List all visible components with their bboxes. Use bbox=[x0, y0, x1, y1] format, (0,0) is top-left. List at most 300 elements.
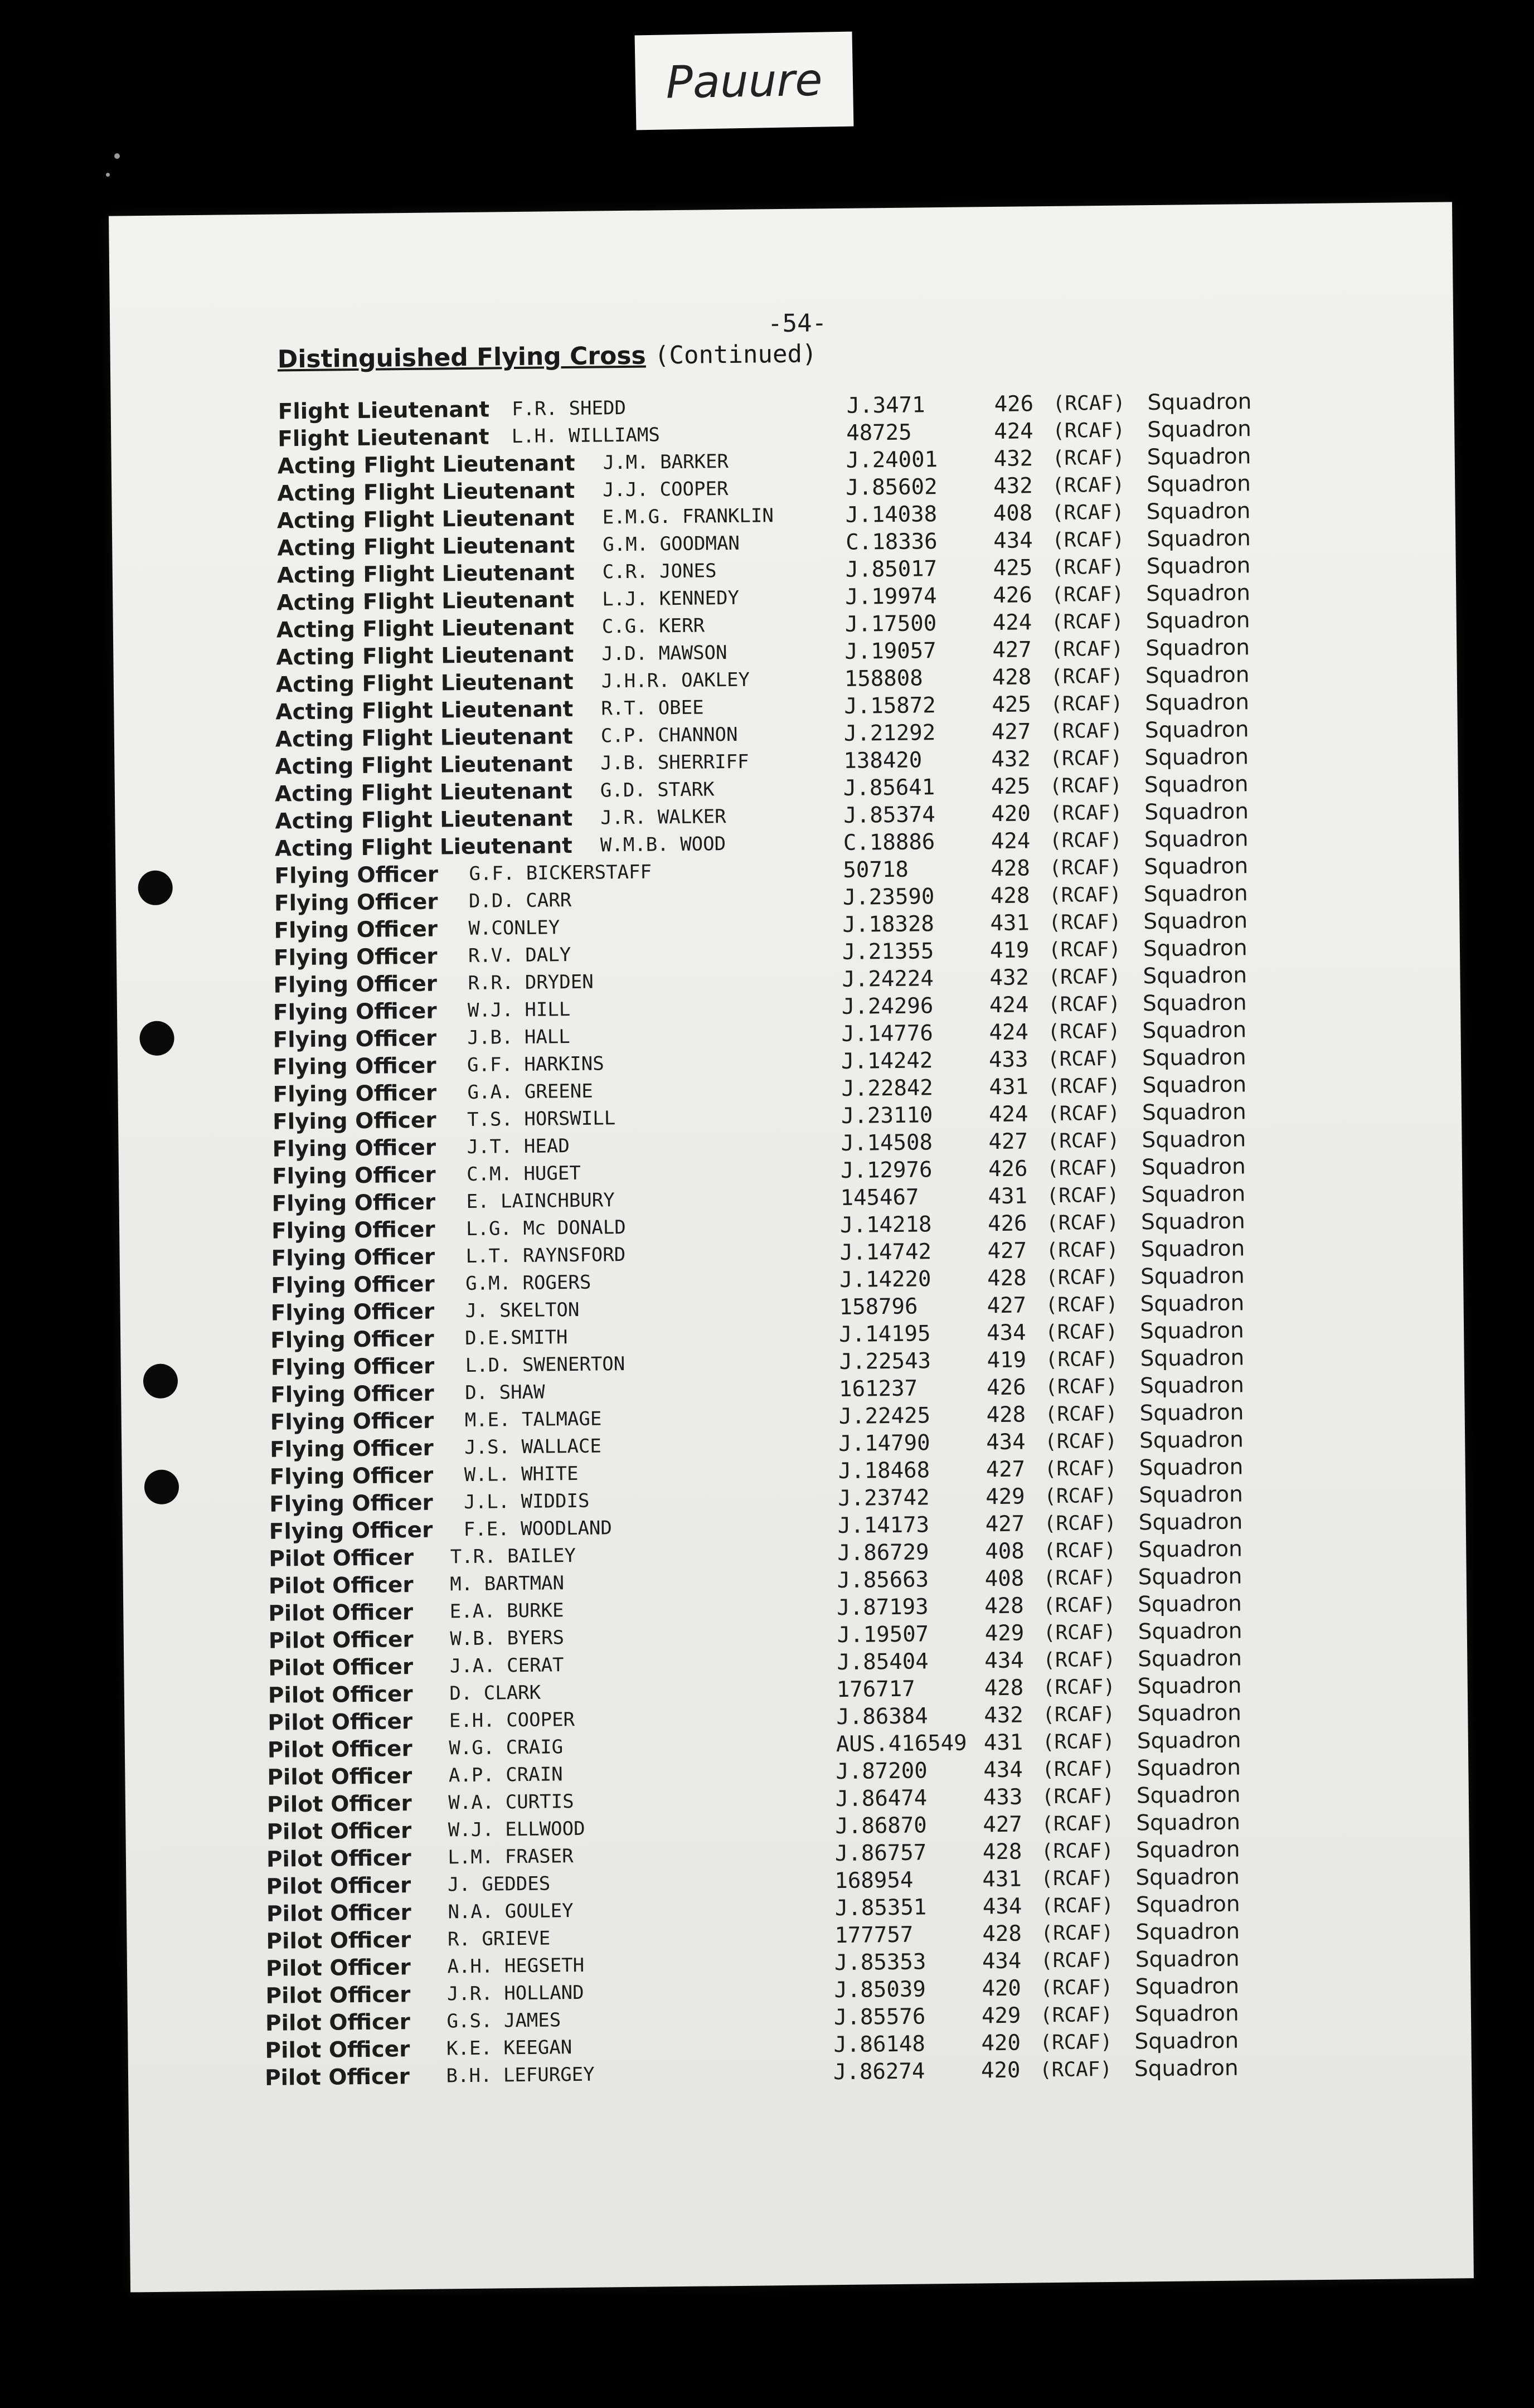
entry-unit: Squadron bbox=[1144, 771, 1249, 798]
entry-force: (RCAF) bbox=[1045, 1265, 1119, 1290]
entry-service-number: J.86148 bbox=[833, 2031, 926, 2058]
entry-name: E.H. COOPER bbox=[449, 1708, 575, 1732]
entry-squadron-number: 426 bbox=[986, 1375, 1026, 1401]
entry-rank: Pilot Officer bbox=[266, 1900, 412, 1927]
entry-unit: Squadron bbox=[1144, 799, 1249, 826]
entry-squadron-number: 428 bbox=[982, 1921, 1022, 1947]
entry-name: C.R. JONES bbox=[602, 560, 717, 584]
entry-rank: Flying Officer bbox=[270, 1299, 435, 1326]
entry-rank: Flying Officer bbox=[270, 1408, 434, 1435]
entry-force: (RCAF) bbox=[1047, 992, 1121, 1017]
entry-unit: Squadron bbox=[1144, 853, 1249, 880]
entry-rank: Pilot Officer bbox=[265, 2037, 410, 2064]
entry-squadron-number: 434 bbox=[982, 1948, 1022, 1974]
entry-service-number: 48725 bbox=[846, 420, 912, 446]
entry-service-number: J.24296 bbox=[841, 993, 934, 1019]
entry-squadron-number: 429 bbox=[981, 2003, 1021, 2029]
entry-name: B.H. LEFURGEY bbox=[446, 2063, 595, 2087]
entry-squadron-number: 424 bbox=[989, 1019, 1029, 1046]
entry-rank: Pilot Officer bbox=[268, 1709, 413, 1736]
entry-name: A.H. HEGSETH bbox=[447, 1954, 585, 1978]
entry-force: (RCAF) bbox=[1052, 446, 1125, 470]
entry-rank: Acting Flight Lieutenant bbox=[274, 778, 573, 807]
entry-name: R.V. DALY bbox=[468, 944, 571, 967]
entry-name: W.L. WHITE bbox=[464, 1462, 579, 1487]
entry-service-number: J.23590 bbox=[842, 884, 935, 910]
entry-rank: Pilot Officer bbox=[264, 2064, 410, 2091]
entry-force: (RCAF) bbox=[1043, 1511, 1116, 1536]
entry-force: (RCAF) bbox=[1043, 1593, 1116, 1618]
entry-name: J.H.R. OAKLEY bbox=[601, 668, 750, 693]
entry-name: M. BARTMAN bbox=[450, 1572, 565, 1596]
entry-rank: Acting Flight Lieutenant bbox=[276, 505, 575, 534]
entry-unit: Squadron bbox=[1136, 1782, 1241, 1809]
entry-force: (RCAF) bbox=[1044, 1429, 1118, 1454]
entry-unit: Squadron bbox=[1138, 1509, 1243, 1536]
entry-name: R.R. DRYDEN bbox=[468, 970, 594, 994]
entry-unit: Squadron bbox=[1143, 963, 1247, 989]
entry-rank: Pilot Officer bbox=[268, 1654, 414, 1681]
entry-service-number: J.85351 bbox=[834, 1895, 927, 1921]
entry-service-number: J.86870 bbox=[835, 1813, 927, 1839]
entry-unit: Squadron bbox=[1146, 553, 1251, 580]
entry-force: (RCAF) bbox=[1045, 1375, 1118, 1399]
entry-force: (RCAF) bbox=[1048, 938, 1122, 962]
entry-unit: Squadron bbox=[1137, 1755, 1241, 1781]
entry-squadron-number: 419 bbox=[987, 1347, 1027, 1373]
entry-name: T.R. BAILEY bbox=[450, 1544, 576, 1569]
entry-name: J. GEDDES bbox=[447, 1872, 551, 1896]
entry-unit: Squadron bbox=[1143, 881, 1248, 907]
entry-service-number: J.85576 bbox=[833, 2004, 926, 2031]
entry-service-number: J.14242 bbox=[841, 1048, 933, 1074]
entry-unit: Squadron bbox=[1139, 1372, 1245, 1399]
entry-rank: Flying Officer bbox=[273, 1026, 437, 1053]
entry-rank: Flying Officer bbox=[272, 1108, 436, 1135]
entry-unit: Squadron bbox=[1142, 1017, 1247, 1044]
entry-rank: Pilot Officer bbox=[267, 1736, 412, 1763]
entry-force: (RCAF) bbox=[1048, 910, 1122, 935]
entry-squadron-number: 433 bbox=[983, 1784, 1023, 1810]
entry-unit: Squadron bbox=[1140, 1236, 1245, 1263]
entry-service-number: J.85374 bbox=[843, 802, 936, 828]
entry-force: (RCAF) bbox=[1047, 1047, 1120, 1071]
entry-name: N.A. GOULEY bbox=[448, 1900, 574, 1924]
entry-force: (RCAF) bbox=[1040, 2030, 1113, 2055]
entry-rank: Acting Flight Lieutenant bbox=[275, 805, 573, 834]
entry-service-number: 161237 bbox=[838, 1376, 918, 1402]
entry-service-number: J.86384 bbox=[836, 1703, 928, 1730]
entry-unit: Squadron bbox=[1139, 1400, 1244, 1426]
entry-service-number: 138420 bbox=[843, 747, 923, 774]
entry-force: (RCAF) bbox=[1050, 719, 1123, 743]
entry-name: T.S. HORSWILL bbox=[467, 1107, 616, 1131]
entry-service-number: J.14508 bbox=[841, 1130, 933, 1156]
entry-force: (RCAF) bbox=[1047, 1101, 1120, 1126]
entry-name: R. GRIEVE bbox=[447, 1927, 551, 1951]
entry-squadron-number: 429 bbox=[985, 1484, 1025, 1510]
entry-squadron-number: 428 bbox=[992, 664, 1032, 691]
entry-unit: Squadron bbox=[1140, 1345, 1245, 1372]
entry-force: (RCAF) bbox=[1050, 692, 1123, 716]
entry-unit: Squadron bbox=[1142, 990, 1247, 1017]
entry-squadron-number: 427 bbox=[988, 1129, 1028, 1155]
entry-name: J.A. CERAT bbox=[449, 1654, 564, 1678]
entry-force: (RCAF) bbox=[1052, 473, 1125, 497]
entry-force: (RCAF) bbox=[1049, 828, 1123, 853]
entry-unit: Squadron bbox=[1145, 608, 1250, 634]
entry-name: C.G. KERR bbox=[601, 614, 705, 638]
entry-rank: Pilot Officer bbox=[265, 1955, 411, 1982]
entry-force: (RCAF) bbox=[1052, 391, 1125, 415]
entry-rank: Flying Officer bbox=[271, 1190, 436, 1217]
entry-rank: Flight Lieutenant bbox=[278, 397, 490, 425]
entry-service-number: 158808 bbox=[844, 666, 923, 692]
entry-service-number: J.17500 bbox=[844, 611, 937, 637]
entry-name: J.L. WIDDIS bbox=[464, 1489, 590, 1514]
entry-unit: Squadron bbox=[1135, 1919, 1240, 1945]
entry-name: W.J. ELLWOOD bbox=[448, 1817, 585, 1842]
entry-unit: Squadron bbox=[1142, 1072, 1247, 1099]
entry-service-number: J.87193 bbox=[837, 1594, 929, 1621]
entry-unit: Squadron bbox=[1142, 1045, 1246, 1071]
entry-service-number: J.14790 bbox=[838, 1430, 930, 1457]
award-list bbox=[111, 386, 1454, 2091]
entry-unit: Squadron bbox=[1137, 1727, 1241, 1754]
entry-force: (RCAF) bbox=[1046, 1156, 1120, 1181]
entry-rank: Acting Flight Lieutenant bbox=[275, 696, 574, 725]
entry-squadron-number: 434 bbox=[986, 1320, 1026, 1346]
entry-service-number: J.19057 bbox=[844, 638, 936, 664]
entry-squadron-number: 408 bbox=[984, 1566, 1025, 1592]
entry-rank: Flying Officer bbox=[270, 1381, 434, 1408]
entry-force: (RCAF) bbox=[1046, 1183, 1119, 1208]
entry-squadron-number: 428 bbox=[990, 883, 1030, 909]
entry-unit: Squadron bbox=[1134, 2001, 1239, 2027]
entry-rank: Acting Flight Lieutenant bbox=[277, 532, 575, 561]
entry-rank: Pilot Officer bbox=[269, 1545, 414, 1572]
entry-force: (RCAF) bbox=[1039, 2057, 1113, 2082]
entry-name: F.E. WOODLAND bbox=[463, 1517, 613, 1541]
entry-rank: Flying Officer bbox=[274, 889, 438, 916]
page-number: -54- bbox=[767, 309, 827, 338]
entry-unit: Squadron bbox=[1144, 717, 1249, 744]
entry-service-number: 50718 bbox=[843, 857, 909, 883]
entry-service-number: J.14742 bbox=[839, 1239, 932, 1265]
entry-force: (RCAF) bbox=[1041, 1812, 1114, 1836]
entry-unit: Squadron bbox=[1146, 498, 1251, 525]
entry-force: (RCAF) bbox=[1047, 1019, 1120, 1044]
entry-force: (RCAF) bbox=[1042, 1730, 1115, 1754]
entry-unit: Squadron bbox=[1139, 1318, 1244, 1344]
entry-unit: Squadron bbox=[1136, 1809, 1241, 1836]
entry-unit: Squadron bbox=[1135, 1837, 1240, 1863]
entry-unit: Squadron bbox=[1141, 1181, 1246, 1208]
entry-name: L.J. KENNEDY bbox=[602, 586, 740, 611]
entry-service-number: J.22842 bbox=[841, 1075, 934, 1101]
entry-service-number: J.86757 bbox=[834, 1840, 927, 1867]
entry-name: M.E. TALMAGE bbox=[464, 1407, 602, 1432]
entry-unit: Squadron bbox=[1134, 2055, 1239, 2082]
entry-name: J. SKELTON bbox=[465, 1298, 580, 1323]
entry-force: (RCAF) bbox=[1047, 1074, 1120, 1099]
entry-force: (RCAF) bbox=[1045, 1293, 1118, 1317]
entry-unit: Squadron bbox=[1147, 526, 1251, 552]
entry-force: (RCAF) bbox=[1052, 528, 1125, 552]
entry-rank: Acting Flight Lieutenant bbox=[277, 478, 575, 507]
entry-force: (RCAF) bbox=[1040, 1948, 1114, 1973]
entry-squadron-number: 426 bbox=[987, 1211, 1027, 1237]
entry-squadron-number: 427 bbox=[987, 1293, 1027, 1319]
entry-name: J.S. WALLACE bbox=[464, 1435, 602, 1459]
entry-force: (RCAF) bbox=[1041, 1839, 1114, 1863]
entry-unit: Squadron bbox=[1143, 935, 1247, 962]
entry-unit: Squadron bbox=[1138, 1564, 1242, 1590]
entry-squadron-number: 432 bbox=[989, 965, 1030, 991]
entry-unit: Squadron bbox=[1135, 1864, 1240, 1891]
entry-unit: Squadron bbox=[1139, 1427, 1244, 1454]
entry-name: W.M.B. WOOD bbox=[600, 833, 726, 857]
entry-rank: Flying Officer bbox=[270, 1435, 434, 1463]
entry-squadron-number: 433 bbox=[988, 1047, 1028, 1073]
entry-unit: Squadron bbox=[1147, 416, 1252, 443]
entry-squadron-number: 431 bbox=[990, 910, 1030, 936]
entry-force: (RCAF) bbox=[1051, 555, 1125, 579]
entry-service-number: J.85017 bbox=[845, 556, 938, 582]
entry-squadron-number: 408 bbox=[993, 501, 1033, 527]
entry-name: J.R. HOLLAND bbox=[446, 1981, 584, 2006]
entry-rank: Flying Officer bbox=[273, 971, 438, 998]
entry-unit: Squadron bbox=[1145, 662, 1250, 689]
entry-rank: Flying Officer bbox=[274, 916, 438, 944]
entry-unit: Squadron bbox=[1138, 1618, 1242, 1645]
entry-squadron-number: 425 bbox=[992, 692, 1032, 718]
entry-force: (RCAF) bbox=[1046, 1211, 1119, 1235]
entry-rank: Pilot Officer bbox=[268, 1600, 414, 1627]
entry-service-number: J.14038 bbox=[845, 502, 938, 528]
entry-name: W.CONLEY bbox=[468, 916, 560, 940]
entry-unit: Squadron bbox=[1134, 2028, 1239, 2055]
entry-service-number: C.18886 bbox=[843, 829, 935, 856]
entry-squadron-number: 434 bbox=[984, 1648, 1024, 1674]
entry-squadron-number: 428 bbox=[984, 1593, 1024, 1619]
entry-unit: Squadron bbox=[1138, 1482, 1244, 1508]
entry-name: E.A. BURKE bbox=[449, 1599, 564, 1623]
entry-force: (RCAF) bbox=[1051, 610, 1124, 634]
entry-squadron-number: 428 bbox=[984, 1675, 1024, 1701]
entry-force: (RCAF) bbox=[1042, 1702, 1115, 1727]
entry-force: (RCAF) bbox=[1050, 801, 1123, 825]
entry-service-number: J.14220 bbox=[839, 1266, 931, 1293]
entry-squadron-number: 431 bbox=[982, 1866, 1022, 1892]
heading-title: Distinguished Flying Cross bbox=[277, 341, 646, 374]
entry-service-number: 177757 bbox=[834, 1922, 914, 1949]
entry-name: L.T. RAYNSFORD bbox=[465, 1244, 626, 1268]
entry-squadron-number: 427 bbox=[992, 637, 1032, 663]
entry-force: (RCAF) bbox=[1043, 1620, 1116, 1645]
scan-speck bbox=[106, 173, 110, 177]
entry-service-number: J.3471 bbox=[846, 392, 925, 419]
entry-squadron-number: 431 bbox=[989, 1074, 1029, 1100]
entry-service-number: J.85039 bbox=[834, 1977, 926, 2003]
entry-force: (RCAF) bbox=[1040, 2003, 1113, 2027]
entry-rank: Flying Officer bbox=[271, 1244, 435, 1271]
entry-rank: Pilot Officer bbox=[268, 1627, 414, 1654]
entry-squadron-number: 424 bbox=[993, 419, 1033, 445]
entry-unit: Squadron bbox=[1138, 1645, 1242, 1672]
entry-rank: Flying Officer bbox=[269, 1463, 434, 1490]
entry-name: K.E. KEEGAN bbox=[446, 2036, 572, 2060]
entry-service-number: J.14173 bbox=[837, 1512, 930, 1539]
entry-force: (RCAF) bbox=[1043, 1538, 1116, 1563]
entry-squadron-number: 425 bbox=[993, 555, 1033, 581]
entry-unit: Squadron bbox=[1146, 471, 1251, 498]
entry-service-number: 168954 bbox=[834, 1867, 914, 1894]
entry-squadron-number: 420 bbox=[980, 2057, 1021, 2084]
entry-unit: Squadron bbox=[1138, 1591, 1242, 1618]
entry-force: (RCAF) bbox=[1048, 883, 1122, 907]
entry-squadron-number: 426 bbox=[988, 1156, 1028, 1182]
entry-service-number: J.87200 bbox=[836, 1758, 928, 1785]
entry-squadron-number: 420 bbox=[991, 801, 1031, 827]
entry-name: G.A. GREENE bbox=[467, 1080, 593, 1104]
entry-rank: Acting Flight Lieutenant bbox=[275, 751, 573, 780]
entry-rank: Flying Officer bbox=[272, 1053, 436, 1080]
entry-service-number: J.23110 bbox=[841, 1103, 933, 1129]
entry-squadron-number: 428 bbox=[987, 1265, 1027, 1292]
entry-service-number: J.19507 bbox=[837, 1621, 929, 1648]
entry-squadron-number: 424 bbox=[991, 828, 1031, 855]
entry-unit: Squadron bbox=[1135, 1973, 1240, 2000]
entry-service-number: J.21292 bbox=[843, 720, 936, 746]
label-text: Pauure bbox=[665, 54, 823, 108]
entry-name: W.A. CURTIS bbox=[448, 1790, 574, 1814]
entry-name: G.M. GOODMAN bbox=[603, 532, 740, 556]
entry-name: J.M. BARKER bbox=[603, 450, 729, 474]
entry-force: (RCAF) bbox=[1040, 1975, 1113, 2000]
entry-force: (RCAF) bbox=[1042, 1675, 1116, 1700]
entry-force: (RCAF) bbox=[1043, 1484, 1117, 1508]
entry-rank: Flying Officer bbox=[270, 1353, 435, 1381]
entry-force: (RCAF) bbox=[1046, 1238, 1119, 1263]
entry-name: G.F. HARKINS bbox=[467, 1052, 604, 1076]
entry-rank: Flying Officer bbox=[273, 998, 437, 1026]
entry-service-number: J.23742 bbox=[837, 1485, 930, 1512]
entry-rank: Pilot Officer bbox=[265, 1982, 411, 2009]
entry-service-number: J.85353 bbox=[834, 1949, 926, 1976]
entry-squadron-number: 432 bbox=[991, 746, 1031, 773]
entry-service-number: 158796 bbox=[839, 1294, 918, 1320]
entry-rank: Pilot Officer bbox=[265, 2009, 411, 2036]
entry-service-number: J.22425 bbox=[838, 1403, 931, 1430]
entry-unit: Squadron bbox=[1135, 1946, 1240, 1973]
entry-service-number: J.86474 bbox=[835, 1785, 928, 1812]
entry-rank: Flying Officer bbox=[274, 862, 439, 889]
entry-service-number: J.12976 bbox=[840, 1157, 933, 1183]
entry-unit: Squadron bbox=[1140, 1208, 1245, 1235]
entry-name: J.D. MAWSON bbox=[601, 642, 727, 666]
entry-name: J.B. SHERRIFF bbox=[600, 750, 749, 775]
entry-service-number: J.85663 bbox=[837, 1567, 929, 1594]
entry-name: D.E.SMITH bbox=[464, 1326, 568, 1350]
entry-service-number: J.19974 bbox=[845, 584, 937, 610]
entry-squadron-number: 434 bbox=[986, 1429, 1026, 1455]
entry-force: (RCAF) bbox=[1041, 1866, 1114, 1891]
entry-service-number: J.24001 bbox=[846, 447, 938, 473]
entry-rank: Pilot Officer bbox=[266, 1846, 411, 1872]
entry-service-number: J.85404 bbox=[837, 1649, 929, 1676]
entry-squadron-number: 426 bbox=[993, 582, 1032, 609]
entry-service-number: J.24224 bbox=[842, 966, 934, 992]
entry-force: (RCAF) bbox=[1047, 1129, 1120, 1153]
entry-unit: Squadron bbox=[1142, 1099, 1246, 1126]
entry-rank: Acting Flight Lieutenant bbox=[276, 587, 575, 616]
entry-service-number: J.14218 bbox=[839, 1212, 932, 1238]
entry-rank: Acting Flight Lieutenant bbox=[276, 642, 574, 671]
entry-service-number: J.14776 bbox=[841, 1021, 934, 1047]
entry-force: (RCAF) bbox=[1052, 419, 1125, 443]
entry-rank: Flying Officer bbox=[273, 1080, 437, 1108]
entry-name: C.M. HUGET bbox=[466, 1162, 581, 1186]
entry-rank: Acting Flight Lieutenant bbox=[276, 614, 574, 643]
entry-force: (RCAF) bbox=[1051, 582, 1124, 606]
entry-squadron-number: 420 bbox=[981, 2030, 1021, 2056]
entry-squadron-number: 427 bbox=[983, 1812, 1023, 1838]
entry-squadron-number: 424 bbox=[992, 610, 1032, 636]
entry-rank: Flying Officer bbox=[270, 1271, 435, 1299]
entry-unit: Squadron bbox=[1147, 444, 1251, 470]
entry-force: (RCAF) bbox=[1043, 1648, 1116, 1672]
entry-service-number: AUS.416549 bbox=[836, 1730, 967, 1758]
entry-force: (RCAF) bbox=[1048, 965, 1121, 989]
entry-squadron-number: 434 bbox=[982, 1894, 1022, 1920]
entry-service-number: C.18336 bbox=[846, 529, 938, 555]
entry-name: D.D. CARR bbox=[468, 889, 572, 912]
entry-squadron-number: 408 bbox=[985, 1538, 1025, 1565]
entry-force: (RCAF) bbox=[1044, 1457, 1117, 1481]
entry-unit: Squadron bbox=[1146, 580, 1251, 607]
entry-name: J.B. HALL bbox=[467, 1026, 570, 1049]
section-heading bbox=[278, 339, 817, 373]
entry-name: E. LAINCHBURY bbox=[466, 1189, 615, 1213]
entry-squadron-number: 429 bbox=[984, 1620, 1025, 1647]
entry-rank: Flying Officer bbox=[271, 1217, 435, 1244]
entry-force: (RCAF) bbox=[1051, 501, 1124, 525]
entry-rank: Acting Flight Lieutenant bbox=[274, 833, 573, 862]
entry-service-number: J.85602 bbox=[846, 474, 938, 501]
entry-rank: Acting Flight Lieutenant bbox=[276, 560, 575, 589]
entry-rank: Flying Officer bbox=[273, 944, 438, 971]
entry-name: L.H. WILLIAMS bbox=[511, 424, 661, 448]
entry-name: D. SHAW bbox=[465, 1381, 545, 1405]
entry-service-number: 145467 bbox=[840, 1184, 919, 1211]
entry-squadron-number: 432 bbox=[984, 1702, 1024, 1729]
entry-rank: Acting Flight Lieutenant bbox=[277, 450, 575, 479]
entry-name: W.J. HILL bbox=[467, 998, 571, 1022]
entry-squadron-number: 434 bbox=[983, 1757, 1023, 1783]
entry-unit: Squadron bbox=[1140, 1290, 1245, 1317]
entry-name: J.T. HEAD bbox=[467, 1135, 570, 1158]
entry-force: (RCAF) bbox=[1041, 1784, 1115, 1809]
entry-squadron-number: 424 bbox=[988, 1101, 1028, 1128]
entry-rank: Flying Officer bbox=[271, 1162, 436, 1190]
entry-force: (RCAF) bbox=[1051, 637, 1124, 661]
entry-rank: Pilot Officer bbox=[268, 1572, 414, 1599]
entry-squadron-number: 426 bbox=[994, 391, 1034, 417]
entry-rank: Acting Flight Lieutenant bbox=[275, 669, 574, 698]
entry-squadron-number: 428 bbox=[991, 856, 1031, 882]
document-page bbox=[109, 202, 1474, 2292]
